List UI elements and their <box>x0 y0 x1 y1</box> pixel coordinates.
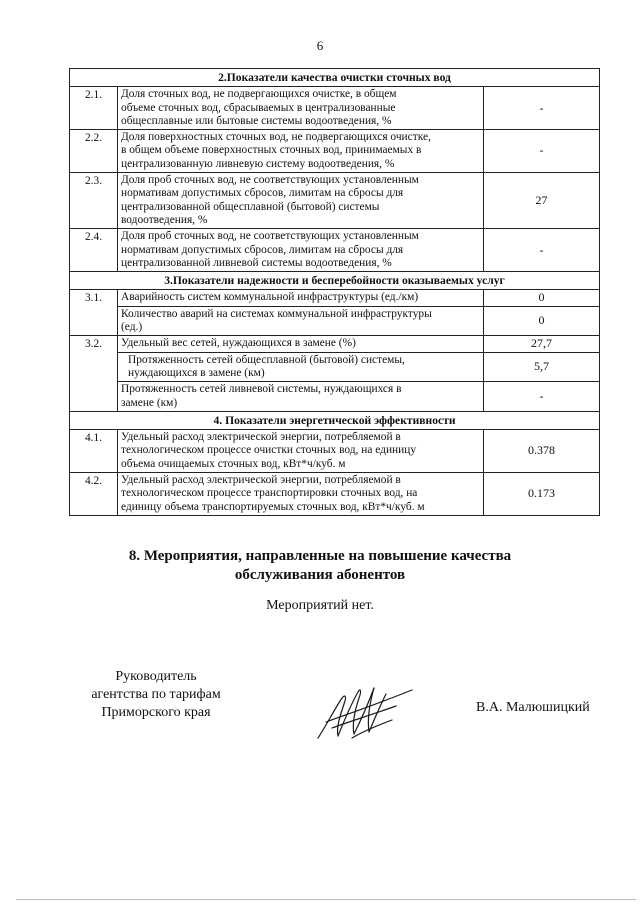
section-title: 3.Показатели надежности и бесперебойности оказываемых услуг <box>70 272 600 290</box>
row-description: Протяженность сетей ливневой системы, нуждающихся в замене (км) <box>118 382 484 412</box>
section-title: 4. Показатели энергетической эффективности <box>70 411 600 429</box>
row-number: 2.1. <box>70 87 118 130</box>
table-row <box>70 306 600 336</box>
row-description: Протяженность сетей общесплавной (бытовой) системы, нуждающихся в замене (км) <box>118 352 484 382</box>
measures-text: Мероприятий нет. <box>266 598 374 613</box>
section-header-reliability <box>70 272 600 290</box>
table-row <box>70 290 600 306</box>
row-number: 4.2. <box>70 473 118 516</box>
signer-position-line: Руководитель <box>115 669 197 684</box>
row-value: 27,7 <box>484 336 600 352</box>
row-description: Аварийность систем коммунальной инфраструктуры (ед./км) <box>118 290 484 306</box>
table-row <box>70 130 600 173</box>
row-description: Доля проб сточных вод, не соответствующих установленным нормативам допустимых сбросов, лимитам на сбросы для централизованной ливневой системы водоотведения, % <box>118 229 484 272</box>
table-row <box>70 87 600 130</box>
row-number: 2.4. <box>70 229 118 272</box>
row-description: Удельный вес сетей, нуждающихся в замене (%) <box>118 336 484 352</box>
measures-heading-line: 8. Мероприятия, направленные на повышение качества <box>128 548 512 564</box>
row-value: 5,7 <box>484 352 600 382</box>
table-row <box>70 430 600 473</box>
row-value: 0.173 <box>484 473 600 516</box>
row-value: 27 <box>484 173 600 229</box>
table-row <box>70 173 600 229</box>
table-row <box>70 352 600 382</box>
table-row <box>70 336 600 352</box>
table-row <box>70 382 600 412</box>
section-title: 2.Показатели качества очистки сточных вод <box>70 69 600 87</box>
table-row <box>70 229 600 272</box>
page-bottom-divider <box>16 899 636 900</box>
row-number: 4.1. <box>70 430 118 473</box>
row-number: 3.1. <box>70 290 118 336</box>
table-row <box>70 473 600 516</box>
handwritten-signature <box>312 676 422 746</box>
row-number: 3.2. <box>70 336 118 411</box>
row-description: Удельный расход электрической энергии, потребляемой в технологическом процессе очистки сточных вод, на единицу объема очищаемых сточных вод, кВт*ч/куб. м <box>118 430 484 473</box>
measures-heading <box>0 547 640 585</box>
signer-position-line: агентства по тарифам <box>91 687 221 702</box>
section-header-quality <box>70 69 600 87</box>
row-description: Доля сточных вод, не подвергающихся очистке, в общем объеме сточных вод, сбрасываемых в централизованные общесплавные или бытовые системы водоотведения, % <box>118 87 484 130</box>
measures-heading-line: обслуживания абонентов <box>234 567 406 583</box>
row-value: 0 <box>484 306 600 336</box>
signer-position <box>66 668 246 722</box>
indicators-table <box>69 68 600 516</box>
row-description: Удельный расход электрической энергии, потребляемой в технологическом процессе транспортировки сточных вод, на единицу объема транспортируемых сточных вод, кВт*ч/куб. м <box>118 473 484 516</box>
row-value: - <box>484 87 600 130</box>
row-description: Количество аварий на системах коммунальной инфраструктуры (ед.) <box>118 306 484 336</box>
row-value: 0 <box>484 290 600 306</box>
row-value: - <box>484 229 600 272</box>
row-value: 0.378 <box>484 430 600 473</box>
signer-position-line: Приморского края <box>101 705 211 720</box>
row-number: 2.2. <box>70 130 118 173</box>
row-value: - <box>484 382 600 412</box>
row-number: 2.3. <box>70 173 118 229</box>
signer-name: В.А. Малюшицкий <box>476 700 590 715</box>
row-value: - <box>484 130 600 173</box>
page-number: 6 <box>316 38 324 53</box>
row-description: Доля поверхностных сточных вод, не подвергающихся очистке, в общем объеме поверхностных сточных вод, принимаемых в централизованную ливневую систему водоотведения, % <box>118 130 484 173</box>
section-header-energy <box>70 411 600 429</box>
row-description: Доля проб сточных вод, не соответствующих установленным нормативам допустимых сбросов, лимитам на сбросы для централизованной общесплавной (бытовой) системы водоотведения, % <box>118 173 484 229</box>
